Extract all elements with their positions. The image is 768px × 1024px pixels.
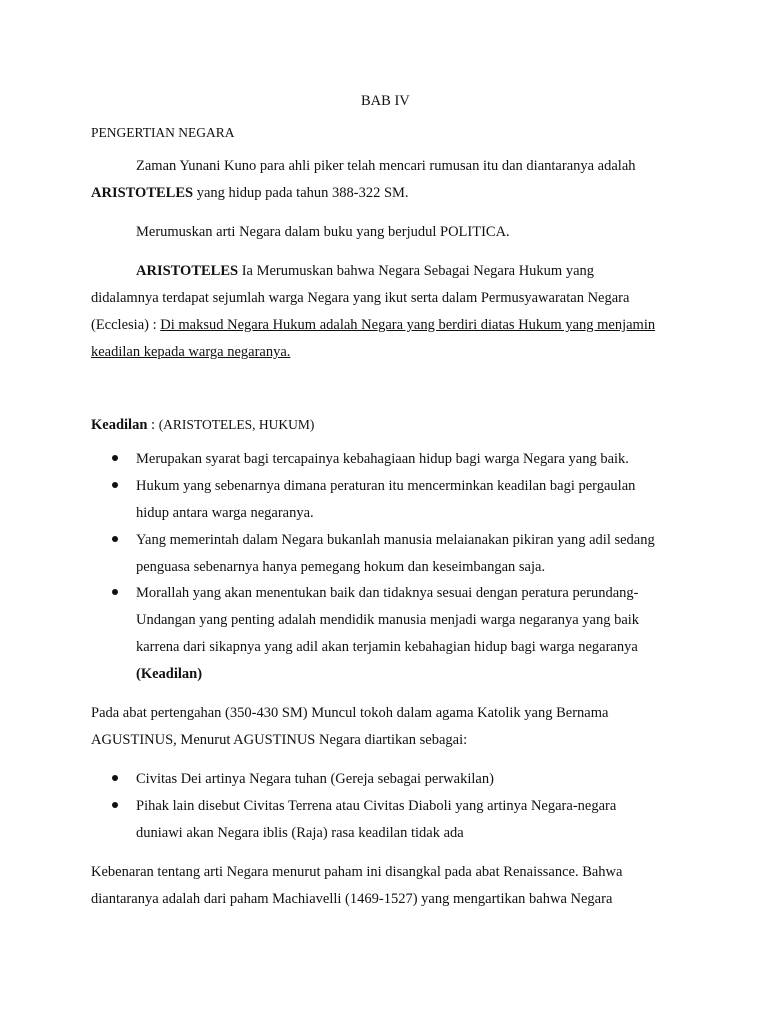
bullet-dot xyxy=(112,589,118,595)
keadilan-bullet-4-bold-tail: (Keadilan) xyxy=(136,666,203,682)
agustinus-para-line-1: Pada abat pertengahan (350-430 SM) Muncul tokoh dalam agama Katolik yang Bernama xyxy=(91,705,609,721)
aristoteles-para-line-3 xyxy=(91,316,655,334)
bullet-dot xyxy=(112,536,118,542)
aristoteles-para-line-4: keadilan kepada warga negaranya. xyxy=(91,344,291,360)
intro-line-2-rest: yang hidup pada tahun 388-322 SM. xyxy=(193,185,409,201)
intro-line-2 xyxy=(91,184,409,202)
negara-hukum-definition: Di maksud Negara Hukum adalah Negara yang berdiri diatas Hukum yang menjamin xyxy=(160,317,656,333)
aristoteles-name: ARISTOTELES xyxy=(136,263,239,279)
aristoteles-para-line-1 xyxy=(136,262,594,280)
keadilan-bullet-2-line-1: Hukum yang sebenarnya dimana peraturan itu mencerminkan keadilan bagi pergaulan xyxy=(136,478,636,494)
renaissance-para-line-1: Kebenaran tentang arti Negara menurut paham ini disangkal pada abat Renaissance. Bahwa xyxy=(91,864,623,880)
keadilan-bullet-4-line-3: karrena dari sikapnya yang adil akan terjamin kebahagian hidup bagi warga negaranya xyxy=(136,639,638,655)
keadilan-bullet-2-line-2: hidup antara warga negaranya. xyxy=(136,505,314,521)
renaissance-para-line-2: diantaranya adalah dari paham Machiavelli (1469-1527) yang mengartikan bahwa Negara xyxy=(91,891,613,907)
keadilan-paren: (ARISTOTELES, HUKUM) xyxy=(158,417,315,432)
bullet-dot xyxy=(112,455,118,461)
aristoteles-name: ARISTOTELES xyxy=(91,185,194,201)
keadilan-bullet-1-line-1: Merupakan syarat bagi tercapainya kebahagiaan hidup bagi warga Negara yang baik. xyxy=(136,451,629,467)
keadilan-label: Keadilan xyxy=(91,417,148,433)
politica-line: Merumuskan arti Negara dalam buku yang berjudul POLITICA. xyxy=(136,224,510,240)
keadilan-bullet-4-line-2: Undangan yang penting adalah mendidik manusia menjadi warga negaranya yang baik xyxy=(136,612,640,628)
keadilan-bullet-3-line-1: Yang memerintah dalam Negara bukanlah manusia melaianakan pikiran yang adil sedang xyxy=(136,532,655,548)
keadilan-heading xyxy=(91,416,314,434)
agustinus-para-line-2: AGUSTINUS, Menurut AGUSTINUS Negara diartikan sebagai: xyxy=(91,732,468,748)
aristoteles-para-line-2: didalamnya terdapat sejumlah warga Negara yang ikut serta dalam Permusyawaratan Negara xyxy=(91,290,630,306)
aristoteles-para-line-1-rest: Ia Merumuskan bahwa Negara Sebagai Negara Hukum yang xyxy=(238,263,595,279)
agustinus-bullet-1-line-1: Civitas Dei artinya Negara tuhan (Gereja sebagai perwakilan) xyxy=(136,771,494,787)
keadilan-bullet-3-line-2: penguasa sebenarnya hanya pemegang hokum dan keseimbangan saja. xyxy=(136,559,546,575)
agustinus-bullet-2-line-1: Pihak lain disebut Civitas Terrena atau Civitas Diaboli yang artinya Negara-negara xyxy=(136,798,617,814)
keadilan-colon: : xyxy=(147,417,159,433)
section-heading: PENGERTIAN NEGARA xyxy=(91,125,235,140)
bullet-dot xyxy=(112,482,118,488)
bullet-dot xyxy=(112,802,118,808)
agustinus-bullet-2-line-2: duniawi akan Negara iblis (Raja) rasa keadilan tidak ada xyxy=(136,825,464,841)
bullet-dot xyxy=(112,775,118,781)
chapter-title: BAB IV xyxy=(361,93,410,109)
intro-line-1: Zaman Yunani Kuno para ahli piker telah mencari rumusan itu dan diantaranya adalah xyxy=(136,158,636,174)
ecclesia-text: (Ecclesia) : xyxy=(91,317,161,333)
keadilan-bullet-4-line-1: Morallah yang akan menentukan baik dan tidaknya sesuai dengan peratura perundang- xyxy=(136,585,639,601)
